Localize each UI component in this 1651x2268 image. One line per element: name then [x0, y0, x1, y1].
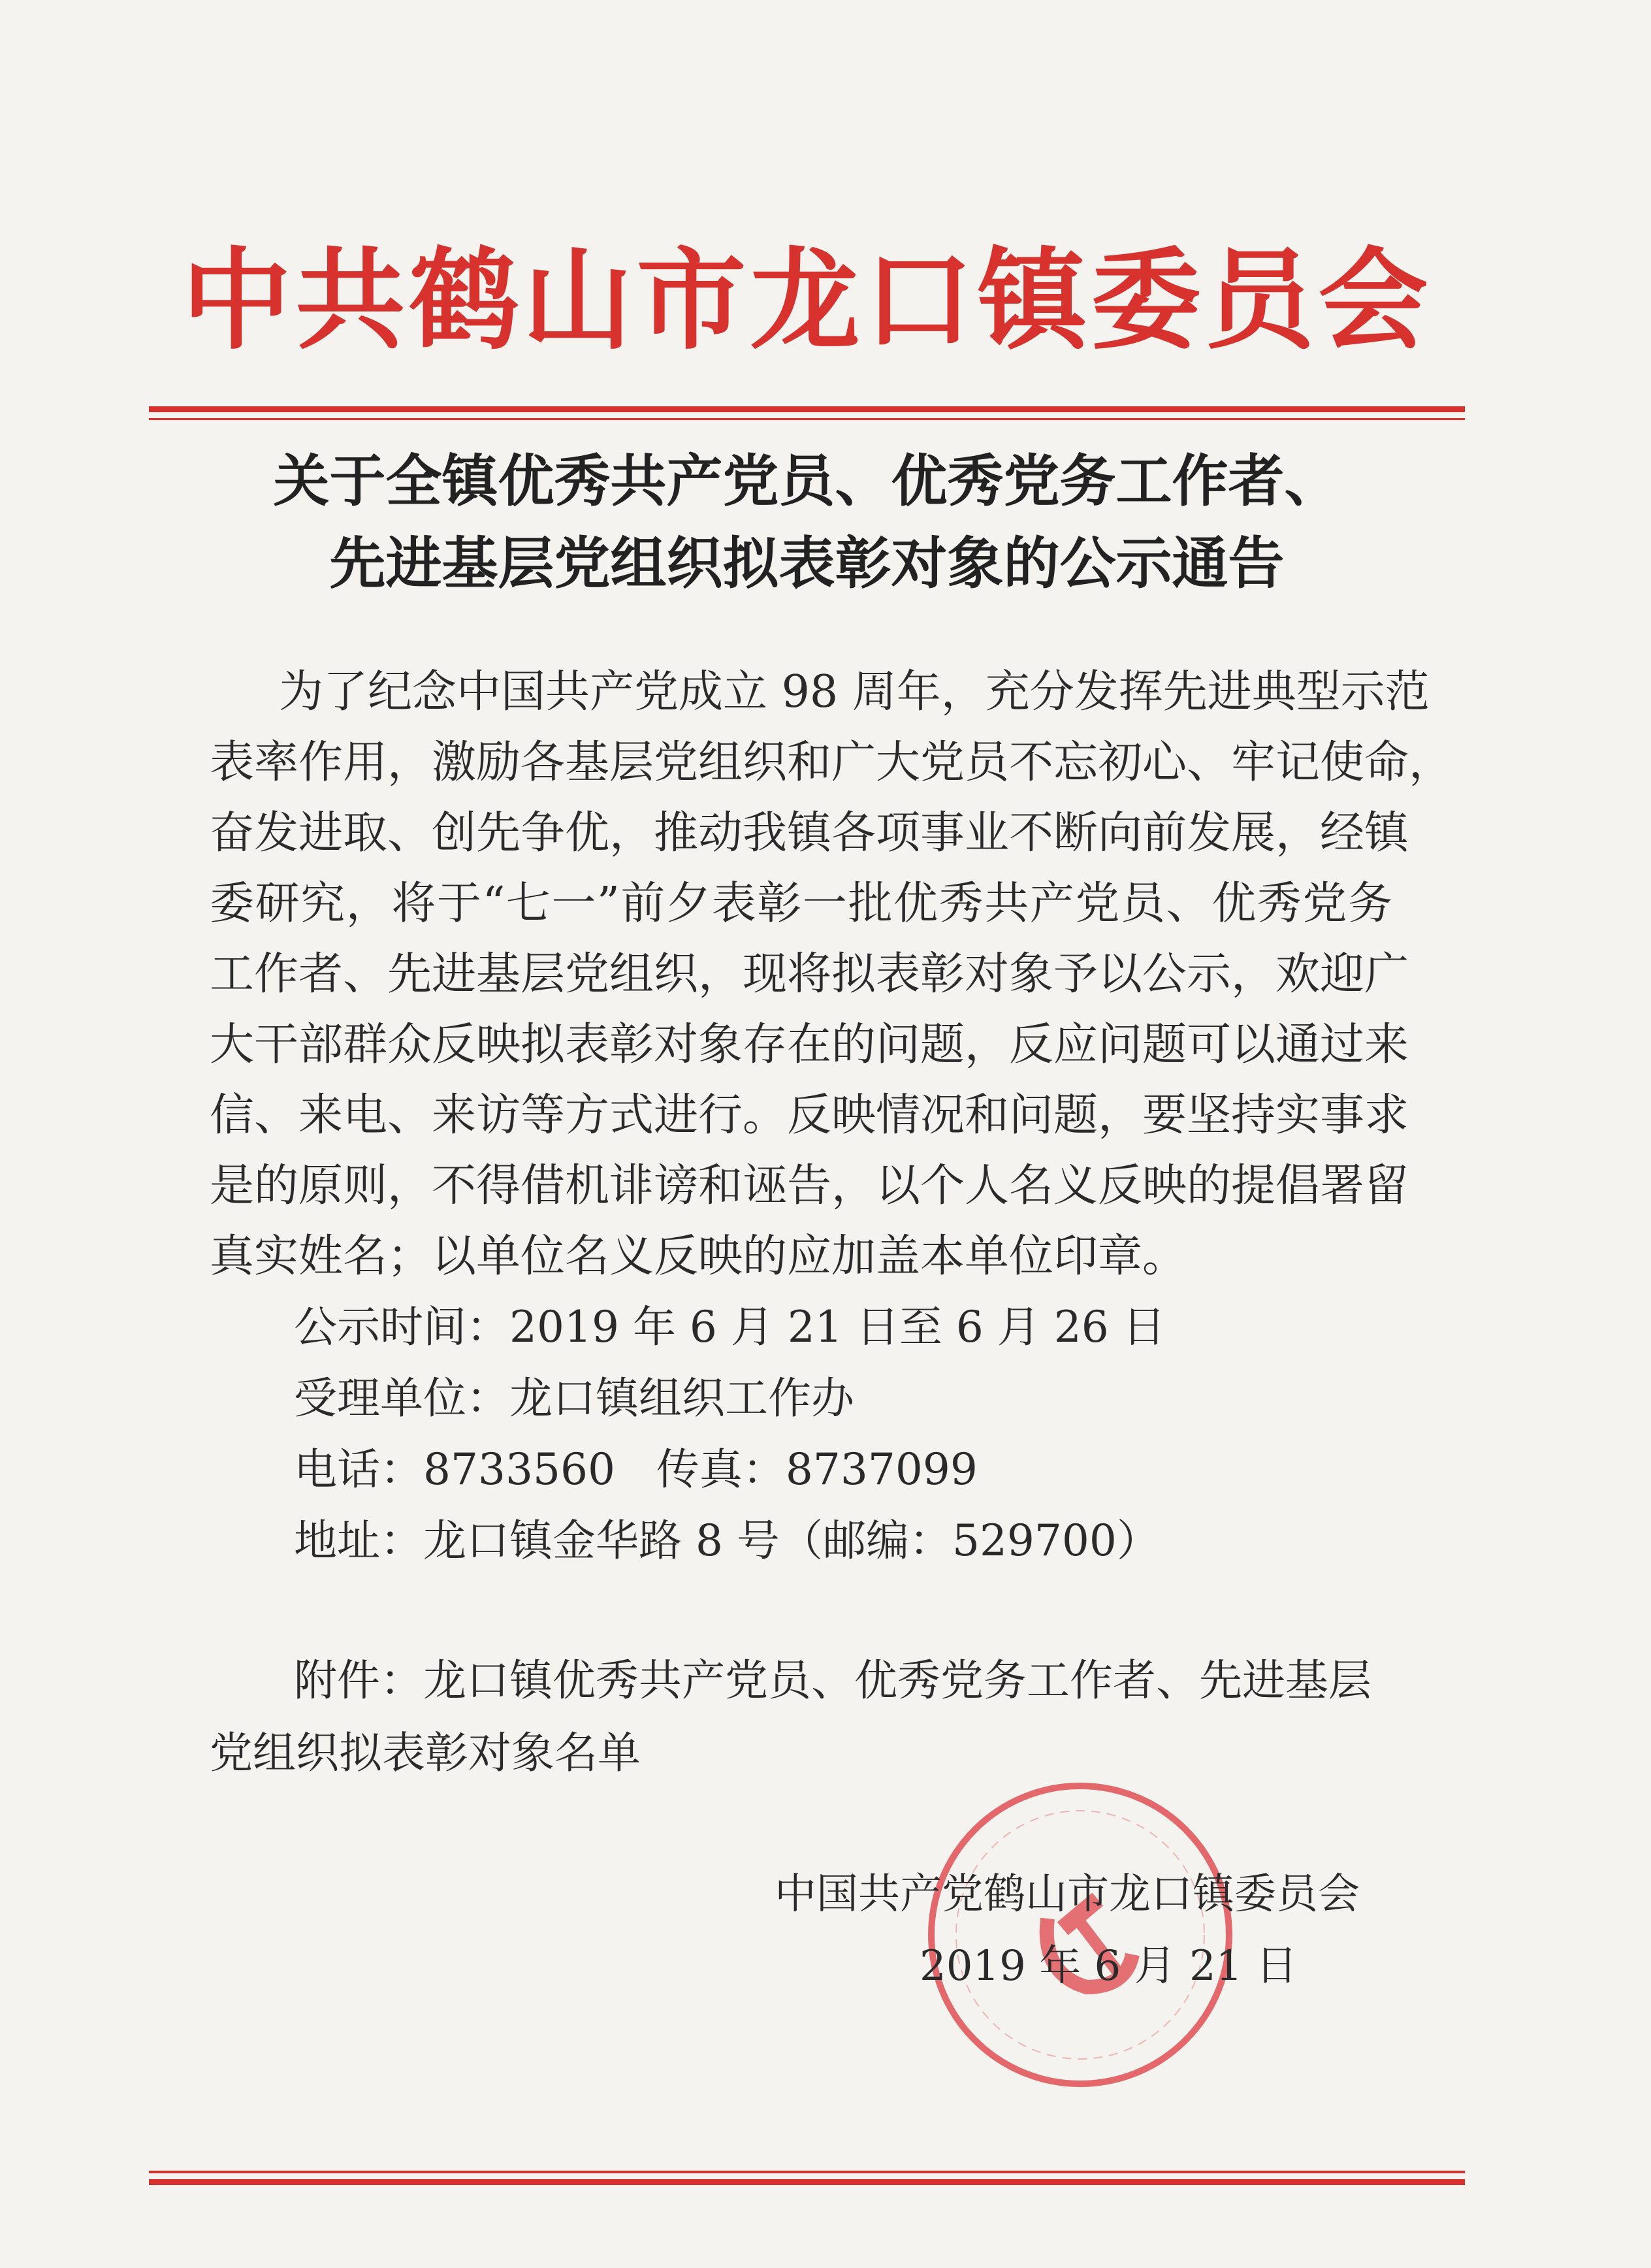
publicity-period: 公示时间：2019 年 6 月 21 日至 6 月 26 日	[294, 1302, 1166, 1352]
address: 地址：龙口镇金华路 8 号（邮编：529700）	[294, 1515, 1160, 1566]
body-line: 信、来电、来访等方式进行。反映情况和问题，要坚持实事求	[210, 1090, 1409, 1141]
body-line: 工作者、先进基层党组织，现将拟表彰对象予以公示，欢迎广	[210, 948, 1409, 1000]
body-line: 真实姓名；以单位名义反映的应加盖本单位印章。	[210, 1231, 1187, 1282]
attachment-line-2: 党组织拟表彰对象名单	[210, 1728, 641, 1778]
notice-title-line-2: 先进基层党组织拟表彰对象的公示通告	[329, 531, 1285, 596]
signature-org: 中国共产党鹤山市龙口镇委员会	[775, 1870, 1360, 1919]
body-line: 奋发进取、创先争优，推动我镇各项事业不断向前发展，经镇	[210, 807, 1409, 859]
body-line: 委研究，将于“七一”前夕表彰一批优秀共产党员、优秀党务	[210, 878, 1392, 930]
phone-fax: 电话：8733560 传真：8737099	[294, 1444, 978, 1495]
receiving-unit: 受理单位：龙口镇组织工作办	[294, 1373, 854, 1423]
header-rule-thick	[149, 406, 1465, 412]
signature-date: 2019 年 6 月 21 日	[920, 1942, 1298, 1990]
header-rule-thin	[149, 418, 1465, 420]
body-line: 是的原则，不得借机诽谤和诬告，以个人名义反映的提倡署留	[210, 1160, 1409, 1212]
body-line: 大干部群众反映拟表彰对象存在的问题，反应问题可以通过来	[210, 1019, 1409, 1071]
letterhead-title: 中共鹤山市龙口镇委员会	[182, 236, 1432, 364]
footer-rule-thick	[149, 2179, 1465, 2185]
footer-rule-thin	[149, 2171, 1465, 2173]
attachment-line-1: 附件：龙口镇优秀共产党员、优秀党务工作者、先进基层	[294, 1655, 1371, 1706]
body-line: 为了纪念中国共产党成立 98 周年，充分发挥先进典型示范	[279, 666, 1430, 718]
body-line: 表率作用，激励各基层党组织和广大党员不忘初心、牢记使命，	[210, 737, 1454, 788]
notice-title-line-1: 关于全镇优秀共产党员、优秀党务工作者、	[273, 449, 1341, 514]
